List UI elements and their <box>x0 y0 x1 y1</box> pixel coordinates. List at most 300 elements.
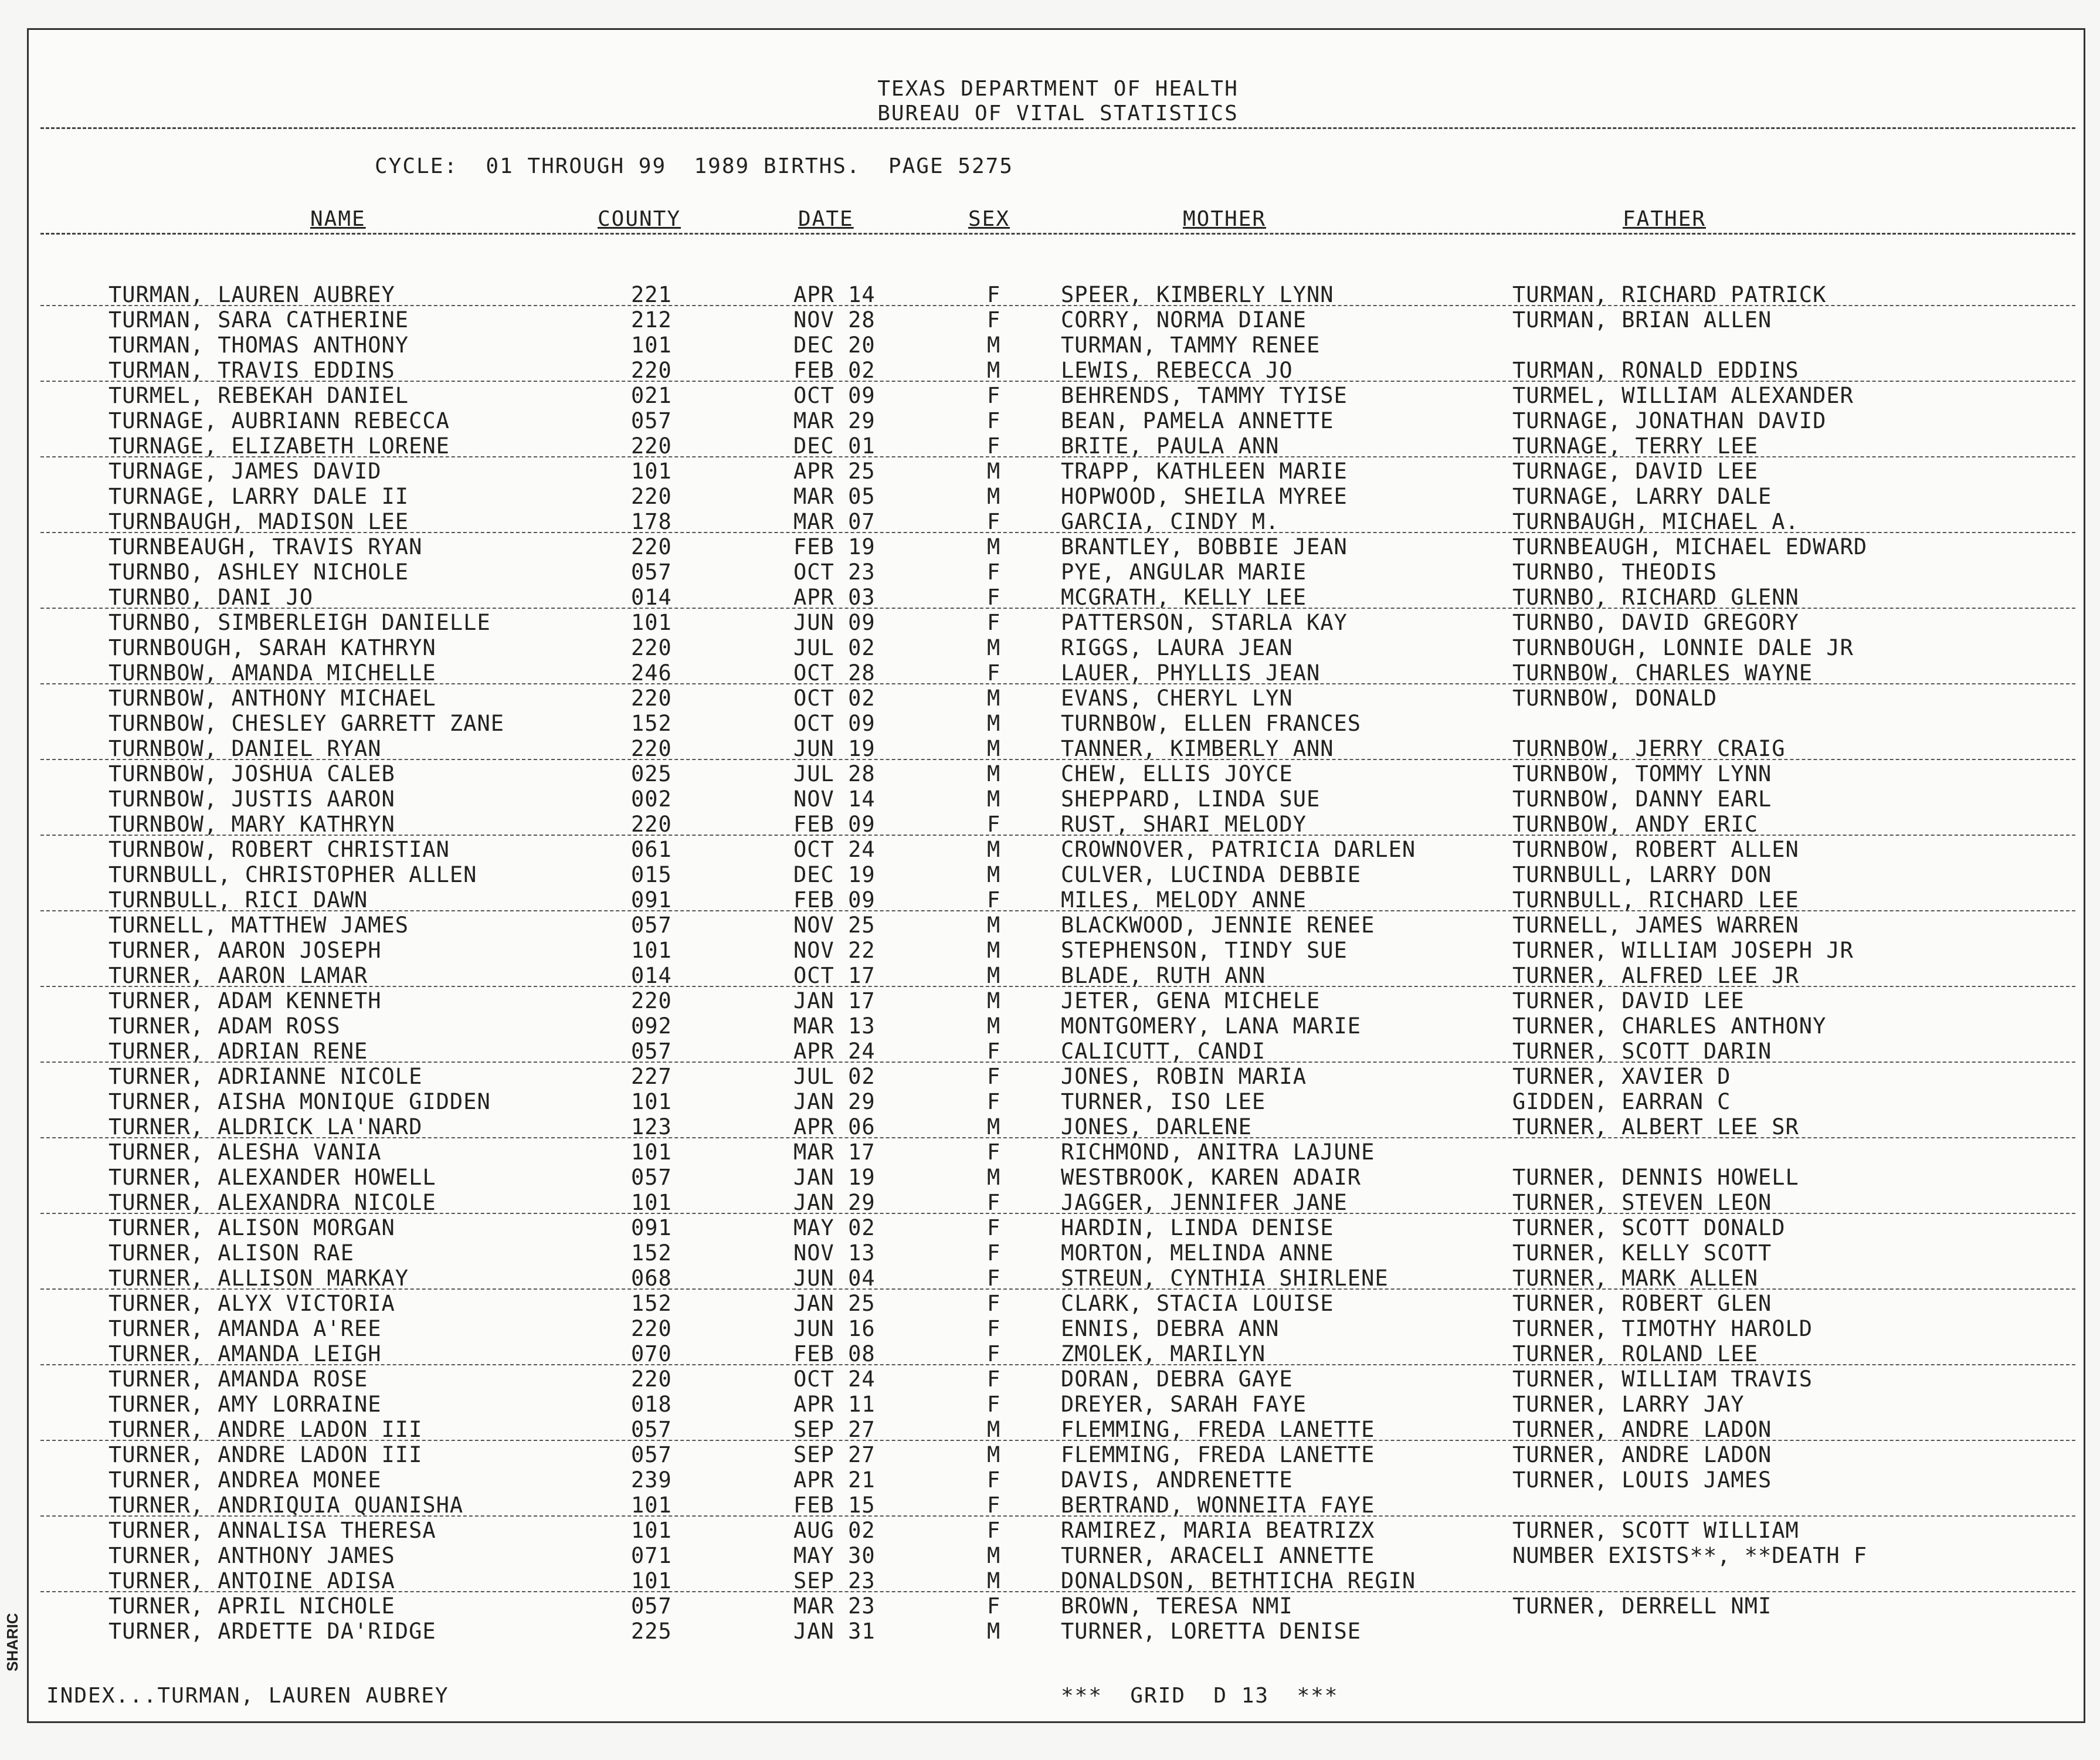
cell-father: TURNAGE, DAVID LEE <box>1512 459 1758 484</box>
cell-date: JUL 28 <box>793 761 876 786</box>
cell-sex: M <box>987 1619 1001 1644</box>
cell-sex: F <box>987 1392 1001 1417</box>
cell-date: NOV 28 <box>793 307 876 333</box>
cell-date: FEB 15 <box>793 1493 876 1518</box>
cell-date: APR 06 <box>793 1114 876 1140</box>
cell-name: TURNAGE, LARRY DALE II <box>108 484 409 509</box>
cell-sex: F <box>987 383 1001 408</box>
cell-father: TURNER, STEVEN LEON <box>1512 1190 1772 1215</box>
cell-sex: M <box>987 686 1001 711</box>
cell-county: 061 <box>631 837 672 862</box>
cell-father: TURNER, MARK ALLEN <box>1512 1266 1758 1291</box>
table-row <box>29 761 2087 786</box>
cell-county: 220 <box>631 635 672 660</box>
cell-date: JAN 29 <box>793 1190 876 1215</box>
cell-name: TURNER, ALLISON MARKAY <box>108 1266 409 1291</box>
cell-sex: F <box>987 433 1001 459</box>
cell-mother: TURNER, ARACELI ANNETTE <box>1061 1543 1375 1568</box>
cell-date: JAN 17 <box>793 988 876 1013</box>
cell-father: TURNER, SCOTT DARIN <box>1512 1039 1772 1064</box>
table-row <box>29 1442 2087 1467</box>
cell-mother: DAVIS, ANDRENETTE <box>1061 1467 1293 1493</box>
table-row <box>29 1366 2087 1392</box>
cell-mother: BERTRAND, WONNEITA FAYE <box>1061 1493 1375 1518</box>
cell-mother: CROWNOVER, PATRICIA DARLEN <box>1061 837 1416 862</box>
cell-mother: HOPWOOD, SHEILA MYREE <box>1061 484 1348 509</box>
table-row <box>29 408 2087 433</box>
cell-father: TURNER, LOUIS JAMES <box>1512 1467 1772 1493</box>
cell-name: TURNER, ALESHA VANIA <box>108 1140 382 1165</box>
cell-date: SEP 27 <box>793 1417 876 1442</box>
cell-mother: RAMIREZ, MARIA BEATRIZX <box>1061 1518 1375 1543</box>
cell-sex: F <box>987 1291 1001 1316</box>
cell-father: TURNELL, JAMES WARREN <box>1512 913 1799 938</box>
cell-mother: RIGGS, LAURA JEAN <box>1061 635 1293 660</box>
table-row <box>29 1114 2087 1140</box>
cell-county: 101 <box>631 1089 672 1114</box>
cell-date: APR 03 <box>793 585 876 610</box>
cell-county: 092 <box>631 1013 672 1039</box>
cell-name: TURNELL, MATTHEW JAMES <box>108 913 409 938</box>
cell-father: TURNBAUGH, MICHAEL A. <box>1512 509 1799 534</box>
cell-mother: BEHRENDS, TAMMY TYISE <box>1061 383 1348 408</box>
table-row <box>29 1543 2087 1568</box>
cell-name: TURNBO, SIMBERLEIGH DANIELLE <box>108 610 491 635</box>
cell-sex: M <box>987 484 1001 509</box>
cell-father: TURNER, ROLAND LEE <box>1512 1341 1758 1366</box>
table-row <box>29 1013 2087 1039</box>
cell-mother: TURNER, LORETTA DENISE <box>1061 1619 1362 1644</box>
cell-county: 101 <box>631 938 672 963</box>
cell-date: MAY 30 <box>793 1543 876 1568</box>
cell-date: APR 21 <box>793 1467 876 1493</box>
cell-mother: CALICUTT, CANDI <box>1061 1039 1266 1064</box>
cell-county: 220 <box>631 1366 672 1392</box>
cell-name: TURNER, ANTHONY JAMES <box>108 1543 395 1568</box>
cell-name: TURNER, ANDRE LADON III <box>108 1417 423 1442</box>
cell-name: TURNER, ALYX VICTORIA <box>108 1291 395 1316</box>
table-row <box>29 1140 2087 1165</box>
table-row <box>29 786 2087 812</box>
cell-county: 220 <box>631 433 672 459</box>
table-row <box>29 1240 2087 1266</box>
cell-date: JUL 02 <box>793 635 876 660</box>
table-row <box>29 610 2087 635</box>
cell-father: TURNBEAUGH, MICHAEL EDWARD <box>1512 534 1868 559</box>
cell-father: TURNER, SCOTT DONALD <box>1512 1215 1786 1240</box>
cell-county: 014 <box>631 585 672 610</box>
table-row <box>29 635 2087 660</box>
cell-name: TURNER, ALDRICK LA'NARD <box>108 1114 423 1140</box>
cell-date: NOV 14 <box>793 786 876 812</box>
cell-sex: F <box>987 1140 1001 1165</box>
column-header-county: COUNTY <box>598 207 681 231</box>
cell-county: 101 <box>631 459 672 484</box>
cell-mother: JAGGER, JENNIFER JANE <box>1061 1190 1348 1215</box>
table-row <box>29 1467 2087 1493</box>
cell-father: TURNER, DERRELL NMI <box>1512 1593 1772 1619</box>
cell-name: TURNER, ARDETTE DA'RIDGE <box>108 1619 436 1644</box>
cell-father: TURMAN, BRIAN ALLEN <box>1512 307 1772 333</box>
cell-mother: DREYER, SARAH FAYE <box>1061 1392 1307 1417</box>
cell-county: 152 <box>631 711 672 736</box>
cell-date: MAR 05 <box>793 484 876 509</box>
cell-mother: CHEW, ELLIS JOYCE <box>1061 761 1293 786</box>
cell-county: 101 <box>631 1190 672 1215</box>
cell-father: TURNER, ALFRED LEE JR <box>1512 963 1799 988</box>
cell-county: 091 <box>631 1215 672 1240</box>
cell-sex: F <box>987 1366 1001 1392</box>
cell-father: TURNBOW, DANNY EARL <box>1512 786 1772 812</box>
cell-county: 220 <box>631 1316 672 1341</box>
cell-county: 220 <box>631 686 672 711</box>
column-header-name: NAME <box>310 207 366 231</box>
table-row <box>29 585 2087 610</box>
table-row <box>29 812 2087 837</box>
cell-father: TURNAGE, TERRY LEE <box>1512 433 1758 459</box>
cell-sex: F <box>987 408 1001 433</box>
cell-date: SEP 27 <box>793 1442 876 1467</box>
cell-mother: MILES, MELODY ANNE <box>1061 887 1307 913</box>
cell-name: TURNER, ADAM ROSS <box>108 1013 341 1039</box>
cell-father: TURNER, ANDRE LADON <box>1512 1417 1772 1442</box>
cell-name: TURNBOUGH, SARAH KATHRYN <box>108 635 436 660</box>
cell-county: 057 <box>631 913 672 938</box>
cell-date: MAR 23 <box>793 1593 876 1619</box>
table-row <box>29 887 2087 913</box>
cell-sex: F <box>987 1240 1001 1266</box>
cell-date: MAR 07 <box>793 509 876 534</box>
cell-name: TURMAN, LAUREN AUBREY <box>108 282 395 307</box>
cell-county: 246 <box>631 660 672 686</box>
cell-date: SEP 23 <box>793 1568 876 1593</box>
cell-mother: WESTBROOK, KAREN ADAIR <box>1061 1165 1362 1190</box>
cell-date: OCT 09 <box>793 711 876 736</box>
cell-name: TURNBOW, ROBERT CHRISTIAN <box>108 837 450 862</box>
cell-name: TURNBEAUGH, TRAVIS RYAN <box>108 534 423 559</box>
cell-name: TURNAGE, JAMES DAVID <box>108 459 382 484</box>
cell-father: TURNER, SCOTT WILLIAM <box>1512 1518 1799 1543</box>
cycle-line: CYCLE: 01 THROUGH 99 1989 BIRTHS. PAGE 5275 <box>375 154 1013 178</box>
cell-sex: M <box>987 913 1001 938</box>
table-row <box>29 837 2087 862</box>
table-row <box>29 1266 2087 1291</box>
cell-mother: TURNBOW, ELLEN FRANCES <box>1061 711 1362 736</box>
cell-mother: LEWIS, REBECCA JO <box>1061 358 1293 383</box>
cell-sex: M <box>987 333 1001 358</box>
cell-name: TURNER, ALISON MORGAN <box>108 1215 395 1240</box>
table-row <box>29 534 2087 559</box>
table-row <box>29 660 2087 686</box>
cell-county: 057 <box>631 1417 672 1442</box>
cell-father: TURNBOW, ROBERT ALLEN <box>1512 837 1799 862</box>
table-row <box>29 282 2087 307</box>
cell-sex: F <box>987 610 1001 635</box>
cell-name: TURNAGE, ELIZABETH LORENE <box>108 433 450 459</box>
table-row <box>29 711 2087 736</box>
cell-name: TURMAN, SARA CATHERINE <box>108 307 409 333</box>
cell-mother: ZMOLEK, MARILYN <box>1061 1341 1266 1366</box>
cell-county: 057 <box>631 1593 672 1619</box>
table-row <box>29 1341 2087 1366</box>
cell-father: TURNBO, RICHARD GLENN <box>1512 585 1799 610</box>
cell-name: TURMEL, REBEKAH DANIEL <box>108 383 409 408</box>
cell-father: TURNER, WILLIAM JOSEPH JR <box>1512 938 1854 963</box>
cell-sex: F <box>987 887 1001 913</box>
cell-date: MAR 17 <box>793 1140 876 1165</box>
cell-county: 225 <box>631 1619 672 1644</box>
column-header-father: FATHER <box>1623 207 1707 231</box>
cell-date: DEC 20 <box>793 333 876 358</box>
column-header-date: DATE <box>798 207 854 231</box>
cell-mother: MORTON, MELINDA ANNE <box>1061 1240 1334 1266</box>
cell-father: TURNER, DENNIS HOWELL <box>1512 1165 1799 1190</box>
cell-father: TURNBOW, ANDY ERIC <box>1512 812 1758 837</box>
cell-sex: F <box>987 307 1001 333</box>
cell-father: TURNBULL, RICHARD LEE <box>1512 887 1799 913</box>
cell-date: JUN 16 <box>793 1316 876 1341</box>
column-header-sex: SEX <box>968 207 1010 231</box>
cell-name: TURNBO, DANI JO <box>108 585 314 610</box>
cell-date: JAN 25 <box>793 1291 876 1316</box>
cell-name: TURMAN, TRAVIS EDDINS <box>108 358 395 383</box>
cell-mother: MONTGOMERY, LANA MARIE <box>1061 1013 1362 1039</box>
cell-mother: SPEER, KIMBERLY LYNN <box>1061 282 1334 307</box>
table-row <box>29 1417 2087 1442</box>
cell-date: FEB 09 <box>793 812 876 837</box>
cell-name: TURNER, ANNALISA THERESA <box>108 1518 436 1543</box>
cell-name: TURNER, ALEXANDRA NICOLE <box>108 1190 436 1215</box>
cell-father: TURNBOUGH, LONNIE DALE JR <box>1512 635 1854 660</box>
column-header-rule <box>40 233 2075 235</box>
cell-name: TURNBOW, JOSHUA CALEB <box>108 761 395 786</box>
column-header-mother: MOTHER <box>1183 207 1267 231</box>
cell-mother: TURMAN, TAMMY RENEE <box>1061 333 1321 358</box>
cell-mother: CULVER, LUCINDA DEBBIE <box>1061 862 1362 887</box>
cell-sex: M <box>987 761 1001 786</box>
cell-county: 152 <box>631 1291 672 1316</box>
cell-date: APR 25 <box>793 459 876 484</box>
cell-date: MAR 29 <box>793 408 876 433</box>
cell-mother: FLEMMING, FREDA LANETTE <box>1061 1417 1375 1442</box>
cell-father: TURNER, ROBERT GLEN <box>1512 1291 1772 1316</box>
table-row <box>29 963 2087 988</box>
cell-sex: M <box>987 1417 1001 1442</box>
cell-sex: F <box>987 1518 1001 1543</box>
cell-county: 101 <box>631 610 672 635</box>
cell-father: TURNER, TIMOTHY HAROLD <box>1512 1316 1813 1341</box>
cell-name: TURNBOW, DANIEL RYAN <box>108 736 382 761</box>
cell-mother: BRANTLEY, BOBBIE JEAN <box>1061 534 1348 559</box>
table-row <box>29 862 2087 887</box>
cell-sex: F <box>987 1064 1001 1089</box>
cell-mother: BLADE, RUTH ANN <box>1061 963 1266 988</box>
cell-sex: M <box>987 988 1001 1013</box>
cell-sex: F <box>987 282 1001 307</box>
cell-county: 239 <box>631 1467 672 1493</box>
table-row <box>29 736 2087 761</box>
cell-name: TURNER, ADRIANNE NICOLE <box>108 1064 423 1089</box>
table-row <box>29 333 2087 358</box>
cell-sex: F <box>987 812 1001 837</box>
table-row <box>29 1518 2087 1543</box>
cell-father: TURNAGE, JONATHAN DAVID <box>1512 408 1827 433</box>
cell-county: 221 <box>631 282 672 307</box>
cell-sex: M <box>987 1114 1001 1140</box>
table-row <box>29 1316 2087 1341</box>
index-footer: INDEX...TURMAN, LAUREN AUBREY <box>46 1684 449 1708</box>
cell-date: MAR 13 <box>793 1013 876 1039</box>
cell-sex: M <box>987 837 1001 862</box>
table-row <box>29 1392 2087 1417</box>
cell-date: JAN 19 <box>793 1165 876 1190</box>
cell-sex: F <box>987 1039 1001 1064</box>
cell-mother: FLEMMING, FREDA LANETTE <box>1061 1442 1375 1467</box>
cell-mother: STEPHENSON, TINDY SUE <box>1061 938 1348 963</box>
cell-date: NOV 25 <box>793 913 876 938</box>
cell-mother: ENNIS, DEBRA ANN <box>1061 1316 1280 1341</box>
table-row <box>29 1593 2087 1619</box>
cell-father: TURNAGE, LARRY DALE <box>1512 484 1772 509</box>
cell-mother: PYE, ANGULAR MARIE <box>1061 559 1307 585</box>
cell-father: NUMBER EXISTS**, **DEATH F <box>1512 1543 1868 1568</box>
birth-records-table <box>29 282 2087 1644</box>
cell-county: 220 <box>631 358 672 383</box>
cell-father: TURMAN, RICHARD PATRICK <box>1512 282 1827 307</box>
cell-sex: M <box>987 963 1001 988</box>
cell-county: 057 <box>631 1442 672 1467</box>
cell-county: 071 <box>631 1543 672 1568</box>
cell-sex: F <box>987 559 1001 585</box>
cell-sex: F <box>987 1089 1001 1114</box>
cell-mother: JONES, ROBIN MARIA <box>1061 1064 1307 1089</box>
cell-mother: BLACKWOOD, JENNIE RENEE <box>1061 913 1375 938</box>
cell-sex: M <box>987 1013 1001 1039</box>
cell-date: FEB 19 <box>793 534 876 559</box>
cell-date: JUN 19 <box>793 736 876 761</box>
cell-name: TURNER, ANDRIQUIA QUANISHA <box>108 1493 464 1518</box>
cell-date: DEC 19 <box>793 862 876 887</box>
cell-father: TURNER, WILLIAM TRAVIS <box>1512 1366 1813 1392</box>
cell-sex: F <box>987 1266 1001 1291</box>
table-row <box>29 509 2087 534</box>
cell-date: OCT 02 <box>793 686 876 711</box>
table-row <box>29 988 2087 1013</box>
cell-county: 091 <box>631 887 672 913</box>
cell-father: TURNBO, THEODIS <box>1512 559 1718 585</box>
cell-name: TURNBO, ASHLEY NICHOLE <box>108 559 409 585</box>
cell-sex: M <box>987 736 1001 761</box>
cell-father: TURNER, LARRY JAY <box>1512 1392 1745 1417</box>
cell-sex: F <box>987 1215 1001 1240</box>
cell-mother: JETER, GENA MICHELE <box>1061 988 1321 1013</box>
cell-date: JAN 29 <box>793 1089 876 1114</box>
cell-sex: M <box>987 1543 1001 1568</box>
cell-date: JAN 31 <box>793 1619 876 1644</box>
cell-father: TURNBOW, TOMMY LYNN <box>1512 761 1772 786</box>
cell-name: TURNER, ANDRE LADON III <box>108 1442 423 1467</box>
cell-name: TURNBOW, MARY KATHRYN <box>108 812 395 837</box>
table-row <box>29 1190 2087 1215</box>
table-row <box>29 1568 2087 1593</box>
cell-father: TURNBOW, DONALD <box>1512 686 1718 711</box>
cell-name: TURNER, AMY LORRAINE <box>108 1392 382 1417</box>
cell-date: JUN 09 <box>793 610 876 635</box>
cell-father: TURMEL, WILLIAM ALEXANDER <box>1512 383 1854 408</box>
cell-county: 101 <box>631 1493 672 1518</box>
cell-name: TURNER, ADRIAN RENE <box>108 1039 368 1064</box>
table-row <box>29 433 2087 459</box>
cell-sex: M <box>987 1442 1001 1467</box>
table-row <box>29 1064 2087 1089</box>
cell-mother: DORAN, DEBRA GAYE <box>1061 1366 1293 1392</box>
cell-date: JUN 04 <box>793 1266 876 1291</box>
cell-county: 014 <box>631 963 672 988</box>
cell-county: 178 <box>631 509 672 534</box>
cell-county: 101 <box>631 1568 672 1593</box>
cell-sex: F <box>987 1593 1001 1619</box>
cell-mother: TANNER, KIMBERLY ANN <box>1061 736 1334 761</box>
cell-mother: EVANS, CHERYL LYN <box>1061 686 1293 711</box>
cell-date: APR 24 <box>793 1039 876 1064</box>
table-row <box>29 1215 2087 1240</box>
cell-date: OCT 28 <box>793 660 876 686</box>
table-row <box>29 1619 2087 1644</box>
document-page <box>27 28 2085 1723</box>
table-row <box>29 1165 2087 1190</box>
side-mark: SHARIC <box>4 1613 21 1671</box>
cell-father: TURNBO, DAVID GREGORY <box>1512 610 1799 635</box>
cell-father: TURNBOW, JERRY CRAIG <box>1512 736 1786 761</box>
cell-date: NOV 13 <box>793 1240 876 1266</box>
cell-father: GIDDEN, EARRAN C <box>1512 1089 1731 1114</box>
cell-date: DEC 01 <box>793 433 876 459</box>
cell-name: TURNBULL, RICI DAWN <box>108 887 368 913</box>
cell-county: 002 <box>631 786 672 812</box>
cell-county: 212 <box>631 307 672 333</box>
table-row <box>29 913 2087 938</box>
cell-county: 227 <box>631 1064 672 1089</box>
cell-name: TURNER, ANTOINE ADISA <box>108 1568 395 1593</box>
cell-date: APR 14 <box>793 282 876 307</box>
cell-county: 101 <box>631 1140 672 1165</box>
cell-name: TURNER, AARON JOSEPH <box>108 938 382 963</box>
cell-county: 057 <box>631 1165 672 1190</box>
cell-mother: BROWN, TERESA NMI <box>1061 1593 1293 1619</box>
cell-father: TURMAN, RONALD EDDINS <box>1512 358 1799 383</box>
cell-mother: CLARK, STACIA LOUISE <box>1061 1291 1334 1316</box>
cell-mother: PATTERSON, STARLA KAY <box>1061 610 1348 635</box>
cell-date: OCT 09 <box>793 383 876 408</box>
cell-sex: M <box>987 1165 1001 1190</box>
cell-county: 220 <box>631 812 672 837</box>
cell-mother: STREUN, CYNTHIA SHIRLENE <box>1061 1266 1389 1291</box>
table-row <box>29 1493 2087 1518</box>
cell-sex: M <box>987 459 1001 484</box>
header-rule <box>40 127 2075 129</box>
table-row <box>29 1089 2087 1114</box>
table-row <box>29 459 2087 484</box>
cell-father: TURNER, ALBERT LEE SR <box>1512 1114 1799 1140</box>
cell-mother: SHEPPARD, LINDA SUE <box>1061 786 1321 812</box>
cell-sex: F <box>987 1316 1001 1341</box>
cell-father: TURNER, ANDRE LADON <box>1512 1442 1772 1467</box>
cell-sex: M <box>987 534 1001 559</box>
cell-sex: M <box>987 358 1001 383</box>
cell-county: 068 <box>631 1266 672 1291</box>
cell-sex: F <box>987 585 1001 610</box>
cell-date: AUG 02 <box>793 1518 876 1543</box>
